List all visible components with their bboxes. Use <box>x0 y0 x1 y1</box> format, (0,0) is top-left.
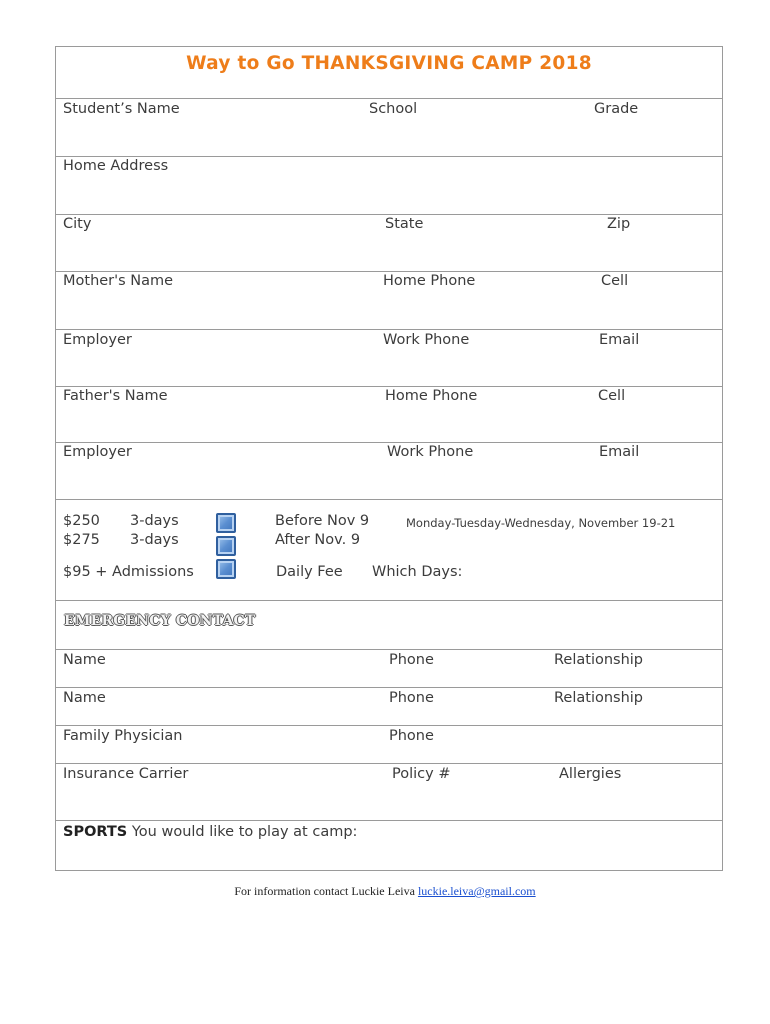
emergency-name-1-label[interactable]: Name <box>63 652 106 668</box>
row-divider <box>56 687 722 688</box>
mother-cell-label[interactable]: Cell <box>601 273 629 289</box>
emergency-contact-heading: EMERGENCY CONTACT <box>64 613 256 629</box>
checkbox-after-nov-9[interactable] <box>216 536 236 556</box>
policy-number-label[interactable]: Policy # <box>392 766 451 782</box>
footer-text: For information contact Luckie Leiva <box>234 884 418 898</box>
row-divider <box>56 214 722 215</box>
zip-label[interactable]: Zip <box>607 216 631 232</box>
checkbox-daily-fee[interactable] <box>216 559 236 579</box>
row-divider <box>56 649 722 650</box>
father-home-phone-label[interactable]: Home Phone <box>385 388 478 404</box>
price-275: $275 <box>63 532 100 548</box>
row-divider <box>56 271 722 272</box>
days-250: 3-days <box>130 513 179 529</box>
row-divider <box>56 725 722 726</box>
father-employer-label[interactable]: Employer <box>63 444 132 460</box>
city-label[interactable]: City <box>63 216 92 232</box>
fathers-name-label[interactable]: Father's Name <box>63 388 168 404</box>
father-work-phone-label[interactable]: Work Phone <box>387 444 474 460</box>
home-address-label[interactable]: Home Address <box>63 158 169 174</box>
father-cell-label[interactable]: Cell <box>598 388 626 404</box>
school-label[interactable]: School <box>369 101 418 117</box>
sports-label: SPORTS <box>63 824 128 840</box>
insurance-carrier-label[interactable]: Insurance Carrier <box>63 766 189 782</box>
price-250: $250 <box>63 513 100 529</box>
physician-phone-label[interactable]: Phone <box>389 728 434 744</box>
mother-work-phone-label[interactable]: Work Phone <box>383 332 470 348</box>
sports-line[interactable] <box>63 824 357 840</box>
row-divider <box>56 98 722 99</box>
family-physician-label[interactable]: Family Physician <box>63 728 183 744</box>
emergency-name-2-label[interactable]: Name <box>63 690 106 706</box>
form-title <box>56 53 722 74</box>
footer-contact <box>0 884 770 899</box>
row-divider <box>56 329 722 330</box>
title-part2: THANKSGIVING CAMP 2018 <box>301 53 592 74</box>
registration-form <box>55 46 723 871</box>
emergency-relationship-2-label[interactable]: Relationship <box>554 690 644 706</box>
row-divider <box>56 600 722 601</box>
row-divider <box>56 763 722 764</box>
mother-employer-label[interactable]: Employer <box>63 332 132 348</box>
camp-dates: Monday-Tuesday-Wednesday, November 19-21 <box>406 516 676 530</box>
before-nov-9-label: Before Nov 9 <box>275 513 370 529</box>
row-divider <box>56 156 722 157</box>
mothers-name-label[interactable]: Mother's Name <box>63 273 174 289</box>
emergency-phone-1-label[interactable]: Phone <box>389 652 434 668</box>
sports-prompt: You would like to play at camp: <box>127 824 358 840</box>
father-email-label[interactable]: Email <box>599 444 640 460</box>
emergency-phone-2-label[interactable]: Phone <box>389 690 434 706</box>
emergency-relationship-1-label[interactable]: Relationship <box>554 652 644 668</box>
price-daily: $95 + Admissions <box>63 564 194 580</box>
row-divider <box>56 442 722 443</box>
allergies-label[interactable]: Allergies <box>559 766 622 782</box>
state-label[interactable]: State <box>385 216 424 232</box>
mother-home-phone-label[interactable]: Home Phone <box>383 273 476 289</box>
checkbox-before-nov-9[interactable] <box>216 513 236 533</box>
mother-email-label[interactable]: Email <box>599 332 640 348</box>
title-part1: Way to Go <box>186 53 302 74</box>
students-name-label[interactable]: Student’s Name <box>63 101 180 117</box>
days-275: 3-days <box>130 532 179 548</box>
daily-fee-label: Daily Fee <box>276 564 343 580</box>
row-divider <box>56 386 722 387</box>
grade-label[interactable]: Grade <box>594 101 639 117</box>
after-nov-9-label: After Nov. 9 <box>275 532 361 548</box>
row-divider <box>56 499 722 500</box>
contact-email-link[interactable]: luckie.leiva@gmail.com <box>417 884 536 898</box>
row-divider <box>56 820 722 821</box>
which-days-label[interactable]: Which Days: <box>372 564 463 580</box>
